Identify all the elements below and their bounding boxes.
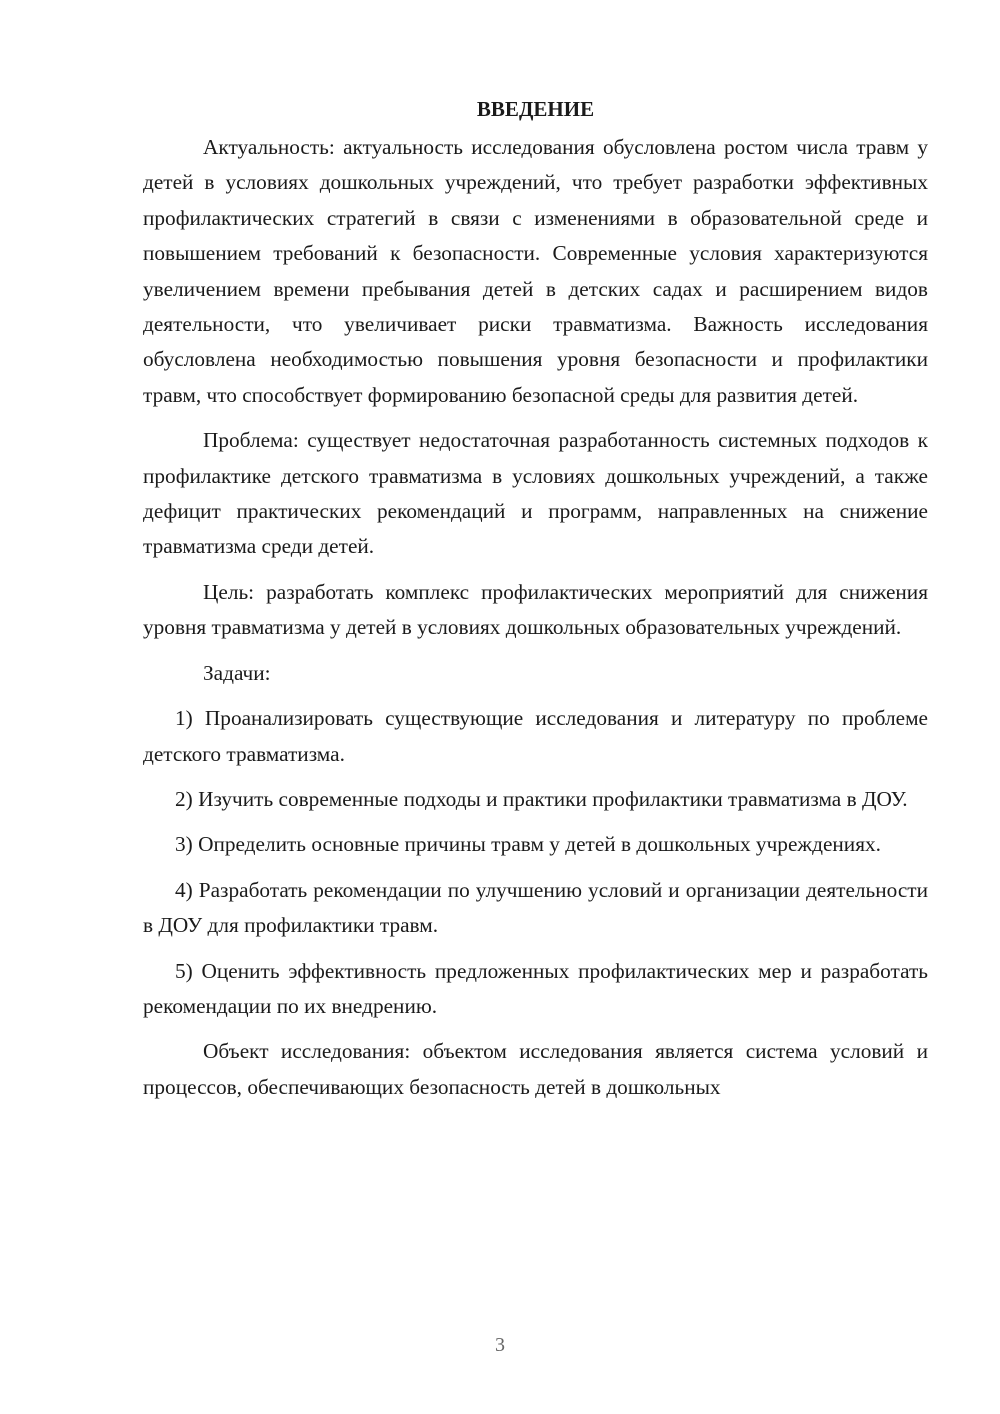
goal-paragraph: Цель: разработать комплекс профилактических мероприятий для снижения уровня травматизма у детей в условиях дошкольных образовательных учреждений. [143, 579, 928, 640]
task-item-2: 2) Изучить современные подходы и практики профилактики травматизма в ДОУ. [175, 786, 908, 811]
problem-paragraph: Проблема: существует недостаточная разработанность системных подходов к профилактике детского травматизма в условиях дошкольных учреждений, а также дефицит практических рекомендаций и программ, направленных на снижение травматизма среди детей. [143, 428, 928, 559]
relevance-paragraph: Актуальность: актуальность исследования обусловлена ростом числа травм у детей в условиях дошкольных учреждений, что требует разработки эффективных профилактических стратегий в связи с изменениями в образовательной среде и повышением требований к безопасности. Современные условия характеризуются увеличением времени пребывания детей в детских садах и расширением видов деятельности, что увеличивает риски травматизма. Важность исследования обусловлена необходимостью повышения уровня безопасности и профилактики травм, что способствует формированию безопасной среды для развития детей. [143, 135, 928, 407]
page-number: 3 [495, 1334, 505, 1356]
section-heading: ВВЕДЕНИЕ [476, 97, 595, 121]
document-page [143, 92, 928, 1105]
tasks-label: Задачи: [203, 660, 271, 685]
object-paragraph: Объект исследования: объектом исследования является система условий и процессов, обеспечивающих безопасность детей в дошкольных [143, 1039, 928, 1099]
task-item-5: 5) Оценить эффективность предложенных профилактических мер и разработать рекомендации по их внедрению. [143, 958, 928, 1018]
task-item-3: 3) Определить основные причины травм у детей в дошкольных учреждениях. [175, 832, 881, 857]
task-item-1: 1) Проанализировать существующие исследования и литературу по проблеме детского травматизма. [143, 706, 928, 766]
task-item-4: 4) Разработать рекомендации по улучшению условий и организации деятельности в ДОУ для профилактики травм. [143, 877, 928, 938]
